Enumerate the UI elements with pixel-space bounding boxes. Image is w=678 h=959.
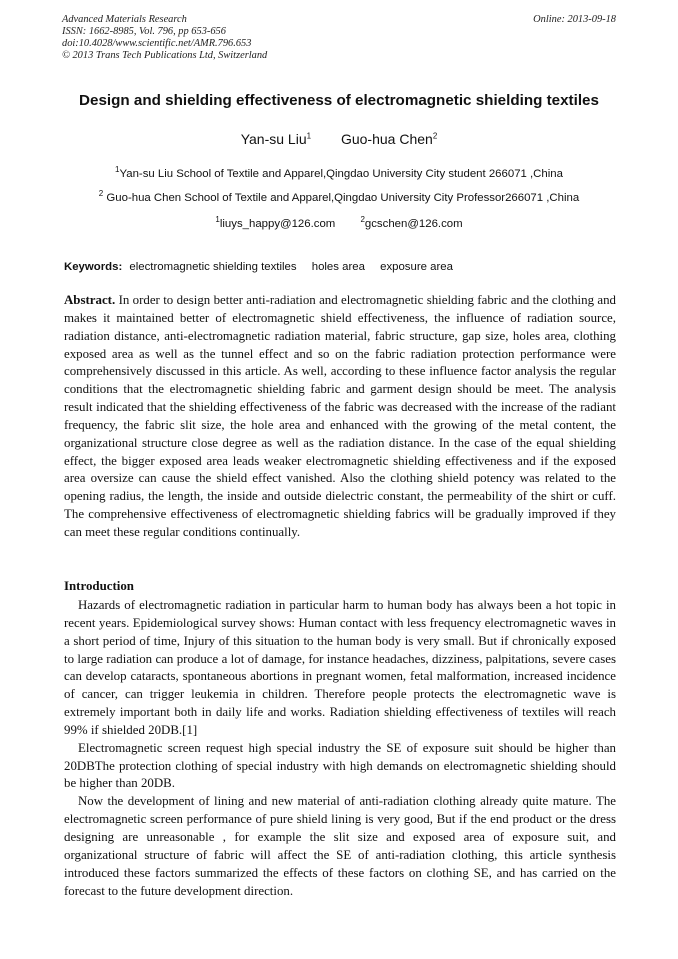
email-sup: 1 bbox=[215, 215, 220, 225]
affiliation-text: Yan-su Liu School of Textile and Apparel,Qingdao University City student 266071 ,China bbox=[119, 168, 563, 180]
issn-line: ISSN: 1662-8985, Vol. 796, pp 653-656 bbox=[62, 26, 226, 37]
affiliation-sup: 1 bbox=[115, 165, 120, 175]
author-name: Guo-hua Chen bbox=[340, 131, 433, 147]
introduction-heading: Introduction bbox=[64, 579, 134, 593]
email-list bbox=[0, 215, 678, 230]
email-1[interactable] bbox=[215, 215, 336, 230]
keywords-label: Keywords: bbox=[64, 261, 123, 273]
author-2 bbox=[341, 131, 437, 147]
paper-title: Design and shielding effectiveness of electromagnetic shielding textiles bbox=[79, 92, 599, 109]
email-sup: 2 bbox=[360, 215, 365, 225]
abstract-text: In order to design better anti-radiation and electromagnetic shielding fabric and the clothing and makes it maintained better of electromagnetic shield effectiveness, the influence of radiation source, radiation distance, anti-electromagnetic radiation material, fabric structure, gap size, holes area, clothing exposed area as well as the tunnel effect and so on the fabric radiation protection performance were comprehensively discussed in this article. As well, according to these influence factor analysis the regular conditions that the electromagnetic shielding fabric and garment design should be meet. The analysis result indicated that the shielding effectiveness of the fabric was decreased with the increase of the radiant frequency, the fabric slit size, the hole area and enhanced with the growing of the metal content, the organizational structure close degree as well as the radiation distance. In the case of the equal shielding effect, the bigger exposed area leads weaker electromagnetic shielding effectiveness and if the exposed area oversize can cause the shield effect vanished. Also the clothing shield potency was related to the opening radius, the length, the inside and outside dielectric constant, the permeability of the shirt or cuff. The comprehensive effectiveness of electromagnetic shielding fabrics will be gradually improved if they can meet these regular conditions continually. bbox=[64, 293, 616, 539]
journal-header bbox=[62, 14, 616, 62]
keyword: holes area bbox=[311, 261, 365, 273]
abstract-label: Abstract. bbox=[64, 293, 116, 307]
paragraph: Electromagnetic screen request high special industry the SE of exposure suit should be higher than 20DBThe protection clothing of special industry with high demands on electromagnetic shielding should be higher than 20DB. bbox=[64, 740, 616, 791]
author-list bbox=[0, 131, 678, 147]
copyright-line: © 2013 Trans Tech Publications Ltd, Switzerland bbox=[62, 50, 268, 61]
affiliation-text: Guo-hua Chen School of Textile and Apparel,Qingdao University City Professor266071 ,China bbox=[103, 192, 580, 204]
abstract bbox=[64, 292, 616, 542]
online-date: Online: 2013-09-18 bbox=[533, 14, 616, 25]
email-text: liuys_happy@126.com bbox=[219, 218, 336, 230]
email-text: gcschen@126.com bbox=[364, 218, 463, 230]
doi-line: doi:10.4028/www.scientific.net/AMR.796.653 bbox=[62, 38, 252, 49]
author-name: Yan-su Liu bbox=[240, 131, 307, 147]
keywords-line bbox=[64, 261, 616, 273]
email-2[interactable] bbox=[360, 215, 463, 230]
paragraph: Hazards of electromagnetic radiation in particular harm to human body has always been a hot topic in recent years. Epidemiological survey shows: Human contact with less frequency electromagnetic waves in a short period of time, Injury of this situation to the human body is very small. But if chronically exposed to large radiation can produce a lot of damage, for instance headaches, dizziness, palpitations, severe cases can develop cataracts, spontaneous abortions in pregnant women, fetal malformation, increased incidence of cancer, can trigger leukemia in children. Therefore people protects the electromagnetic wave is extremely important both in daily life and works. Radiation shielding effectiveness of textiles will reach 99% if shielded 20DB.[1] bbox=[64, 598, 616, 737]
affiliation-sup: 2 bbox=[98, 189, 104, 199]
author-1 bbox=[241, 131, 311, 147]
affiliation-1 bbox=[0, 165, 678, 180]
keyword: exposure area bbox=[380, 261, 453, 273]
journal-name: Advanced Materials Research bbox=[62, 14, 187, 25]
introduction-body bbox=[64, 597, 616, 900]
author-sup: 1 bbox=[306, 131, 312, 141]
author-sup: 2 bbox=[432, 131, 438, 141]
keyword: electromagnetic shielding textiles bbox=[129, 261, 297, 273]
paragraph: Now the development of lining and new material of anti-radiation clothing already quite mature. The electromagnetic screen performance of pure shield lining is very good, But if the end product or the dress designing are unreasonable , for example the slit size and exposed area of exposure suit, and organizational structure of fabric will affect the SE of anti-radiation clothing, this article synthesis introduced these factors summarized the effects of these factors on clothing SE, and has carried on the forecast to the future development direction. bbox=[64, 794, 616, 898]
affiliation-2 bbox=[0, 189, 678, 204]
